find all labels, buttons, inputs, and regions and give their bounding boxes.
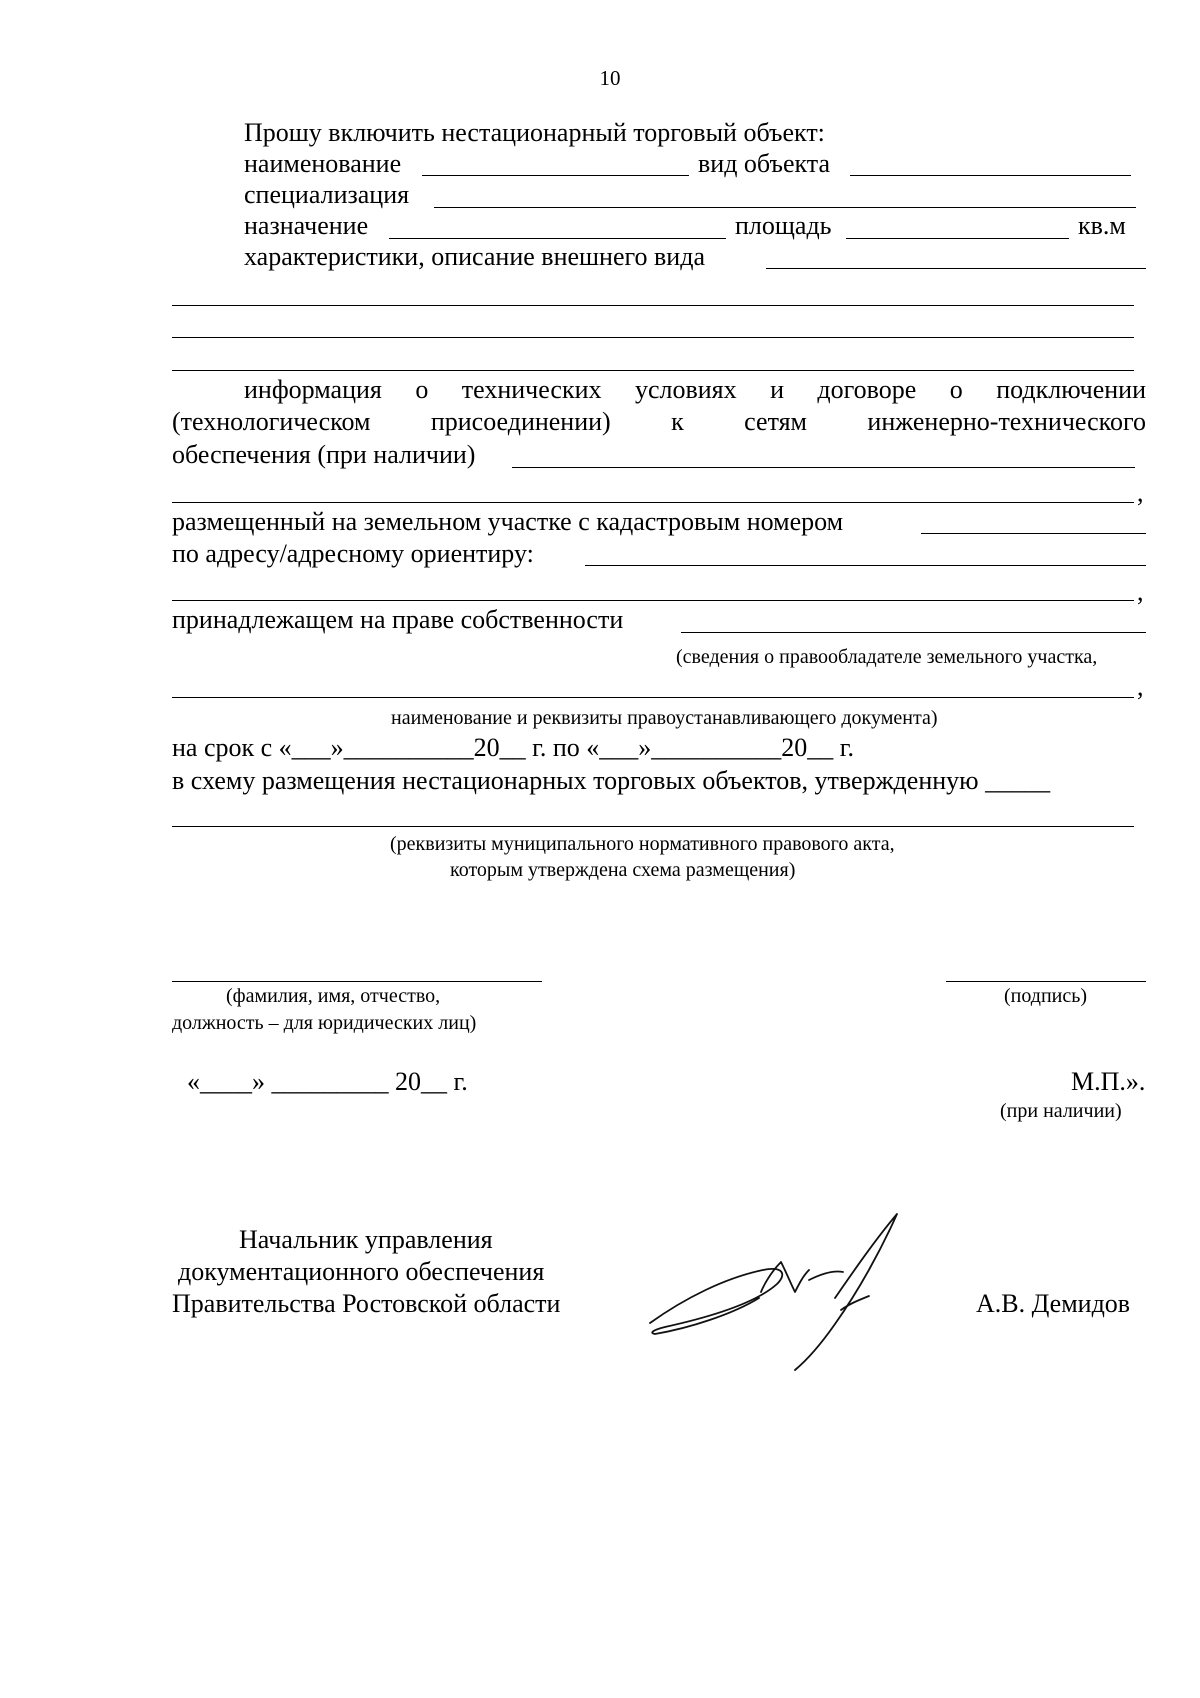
area-field-line[interactable] (846, 238, 1069, 239)
name-hint-1: (фамилия, имя, отчество, (226, 985, 441, 1007)
position-line-3: Правительства Ростовской области (172, 1289, 561, 1318)
characteristics-field-line-2[interactable] (172, 305, 1134, 306)
owner-hint: (сведения о правообладателе земельного участка, (676, 646, 1098, 668)
stamp-mark: М.П.». (1071, 1067, 1146, 1096)
signatory-name: А.В. Демидов (976, 1289, 1131, 1318)
tech-word: условиях (634, 375, 737, 404)
document-hint: наименование и реквизиты правоустанавливающего документа) (391, 707, 938, 729)
area-unit: кв.м (1078, 211, 1126, 240)
address-field-line[interactable] (585, 565, 1146, 566)
name-field-line[interactable] (422, 175, 689, 176)
scheme-field-line[interactable] (172, 826, 1134, 827)
tech-info-line-3: обеспечения (при наличии) (172, 440, 476, 469)
position-line-1: Начальник управления (239, 1225, 493, 1254)
handwritten-signature (645, 1200, 945, 1375)
area-label: площадь (735, 211, 832, 240)
owner-field-line-2[interactable] (172, 697, 1134, 698)
characteristics-field-line[interactable] (766, 268, 1146, 269)
tech-word: информация (244, 375, 382, 404)
tech-word: сетям (744, 407, 808, 436)
request-title: Прошу включить нестационарный торговый объект: (244, 118, 825, 147)
page-number: 10 (599, 66, 621, 90)
applicant-name-line[interactable] (172, 981, 542, 982)
tech-info-field-line[interactable] (512, 467, 1135, 468)
ownership-label: принадлежащем на праве собственности (172, 605, 624, 634)
scheme-hint-1: (реквизиты муниципального нормативного правового акта, (390, 833, 895, 855)
tech-word: договоре (817, 375, 917, 404)
ownership-field-line[interactable] (681, 632, 1146, 633)
characteristics-label: характеристики, описание внешнего вида (244, 242, 705, 271)
date-line: «____» _________ 20__ г. (187, 1067, 468, 1096)
tech-word: о (949, 375, 963, 404)
tech-word: (технологическом (172, 407, 371, 436)
comma: , (1137, 672, 1144, 701)
specialization-label: специализация (244, 180, 410, 209)
cadastral-label: размещенный на земельном участке с кадастровым номером (172, 507, 844, 536)
type-field-line[interactable] (850, 175, 1131, 176)
specialization-field-line[interactable] (434, 207, 1136, 208)
cadastral-field-line[interactable] (921, 533, 1146, 534)
tech-word: и (770, 375, 784, 404)
comma: , (1137, 478, 1144, 507)
tech-word: подключении (996, 375, 1146, 404)
tech-word: о (415, 375, 429, 404)
tech-info-line-1 (244, 375, 1146, 405)
stamp-hint: (при наличии) (1000, 1100, 1122, 1122)
characteristics-field-line-3[interactable] (172, 337, 1134, 338)
comma: , (1137, 577, 1144, 606)
characteristics-field-line-4[interactable] (172, 370, 1134, 371)
position-line-2: документационного обеспечения (178, 1257, 545, 1286)
purpose-field-line[interactable] (389, 238, 726, 239)
tech-word: технических (461, 375, 602, 404)
tech-word: инженерно-технического (867, 407, 1146, 436)
type-label: вид объекта (698, 149, 830, 178)
tech-word: к (671, 407, 684, 436)
tech-word: присоединении) (430, 407, 611, 436)
purpose-label: назначение (244, 211, 369, 240)
address-label: по адресу/адресному ориентиру: (172, 539, 534, 568)
name-hint-2: должность – для юридических лиц) (172, 1012, 477, 1034)
sign-hint: (подпись) (1004, 985, 1088, 1007)
address-field-line-2[interactable] (172, 600, 1134, 601)
scheme-line: в схему размещения нестационарных торговых объектов, утвержденную _____ (172, 766, 1051, 795)
tech-info-line-2 (172, 407, 1146, 437)
term-line: на срок с «___»__________20__ г. по «___»__________20__ г. (172, 733, 855, 762)
applicant-signature-line[interactable] (946, 981, 1146, 982)
scheme-hint-2: которым утверждена схема размещения) (450, 859, 796, 881)
tech-info-field-line-2[interactable] (172, 502, 1134, 503)
name-label: наименование (244, 149, 402, 178)
